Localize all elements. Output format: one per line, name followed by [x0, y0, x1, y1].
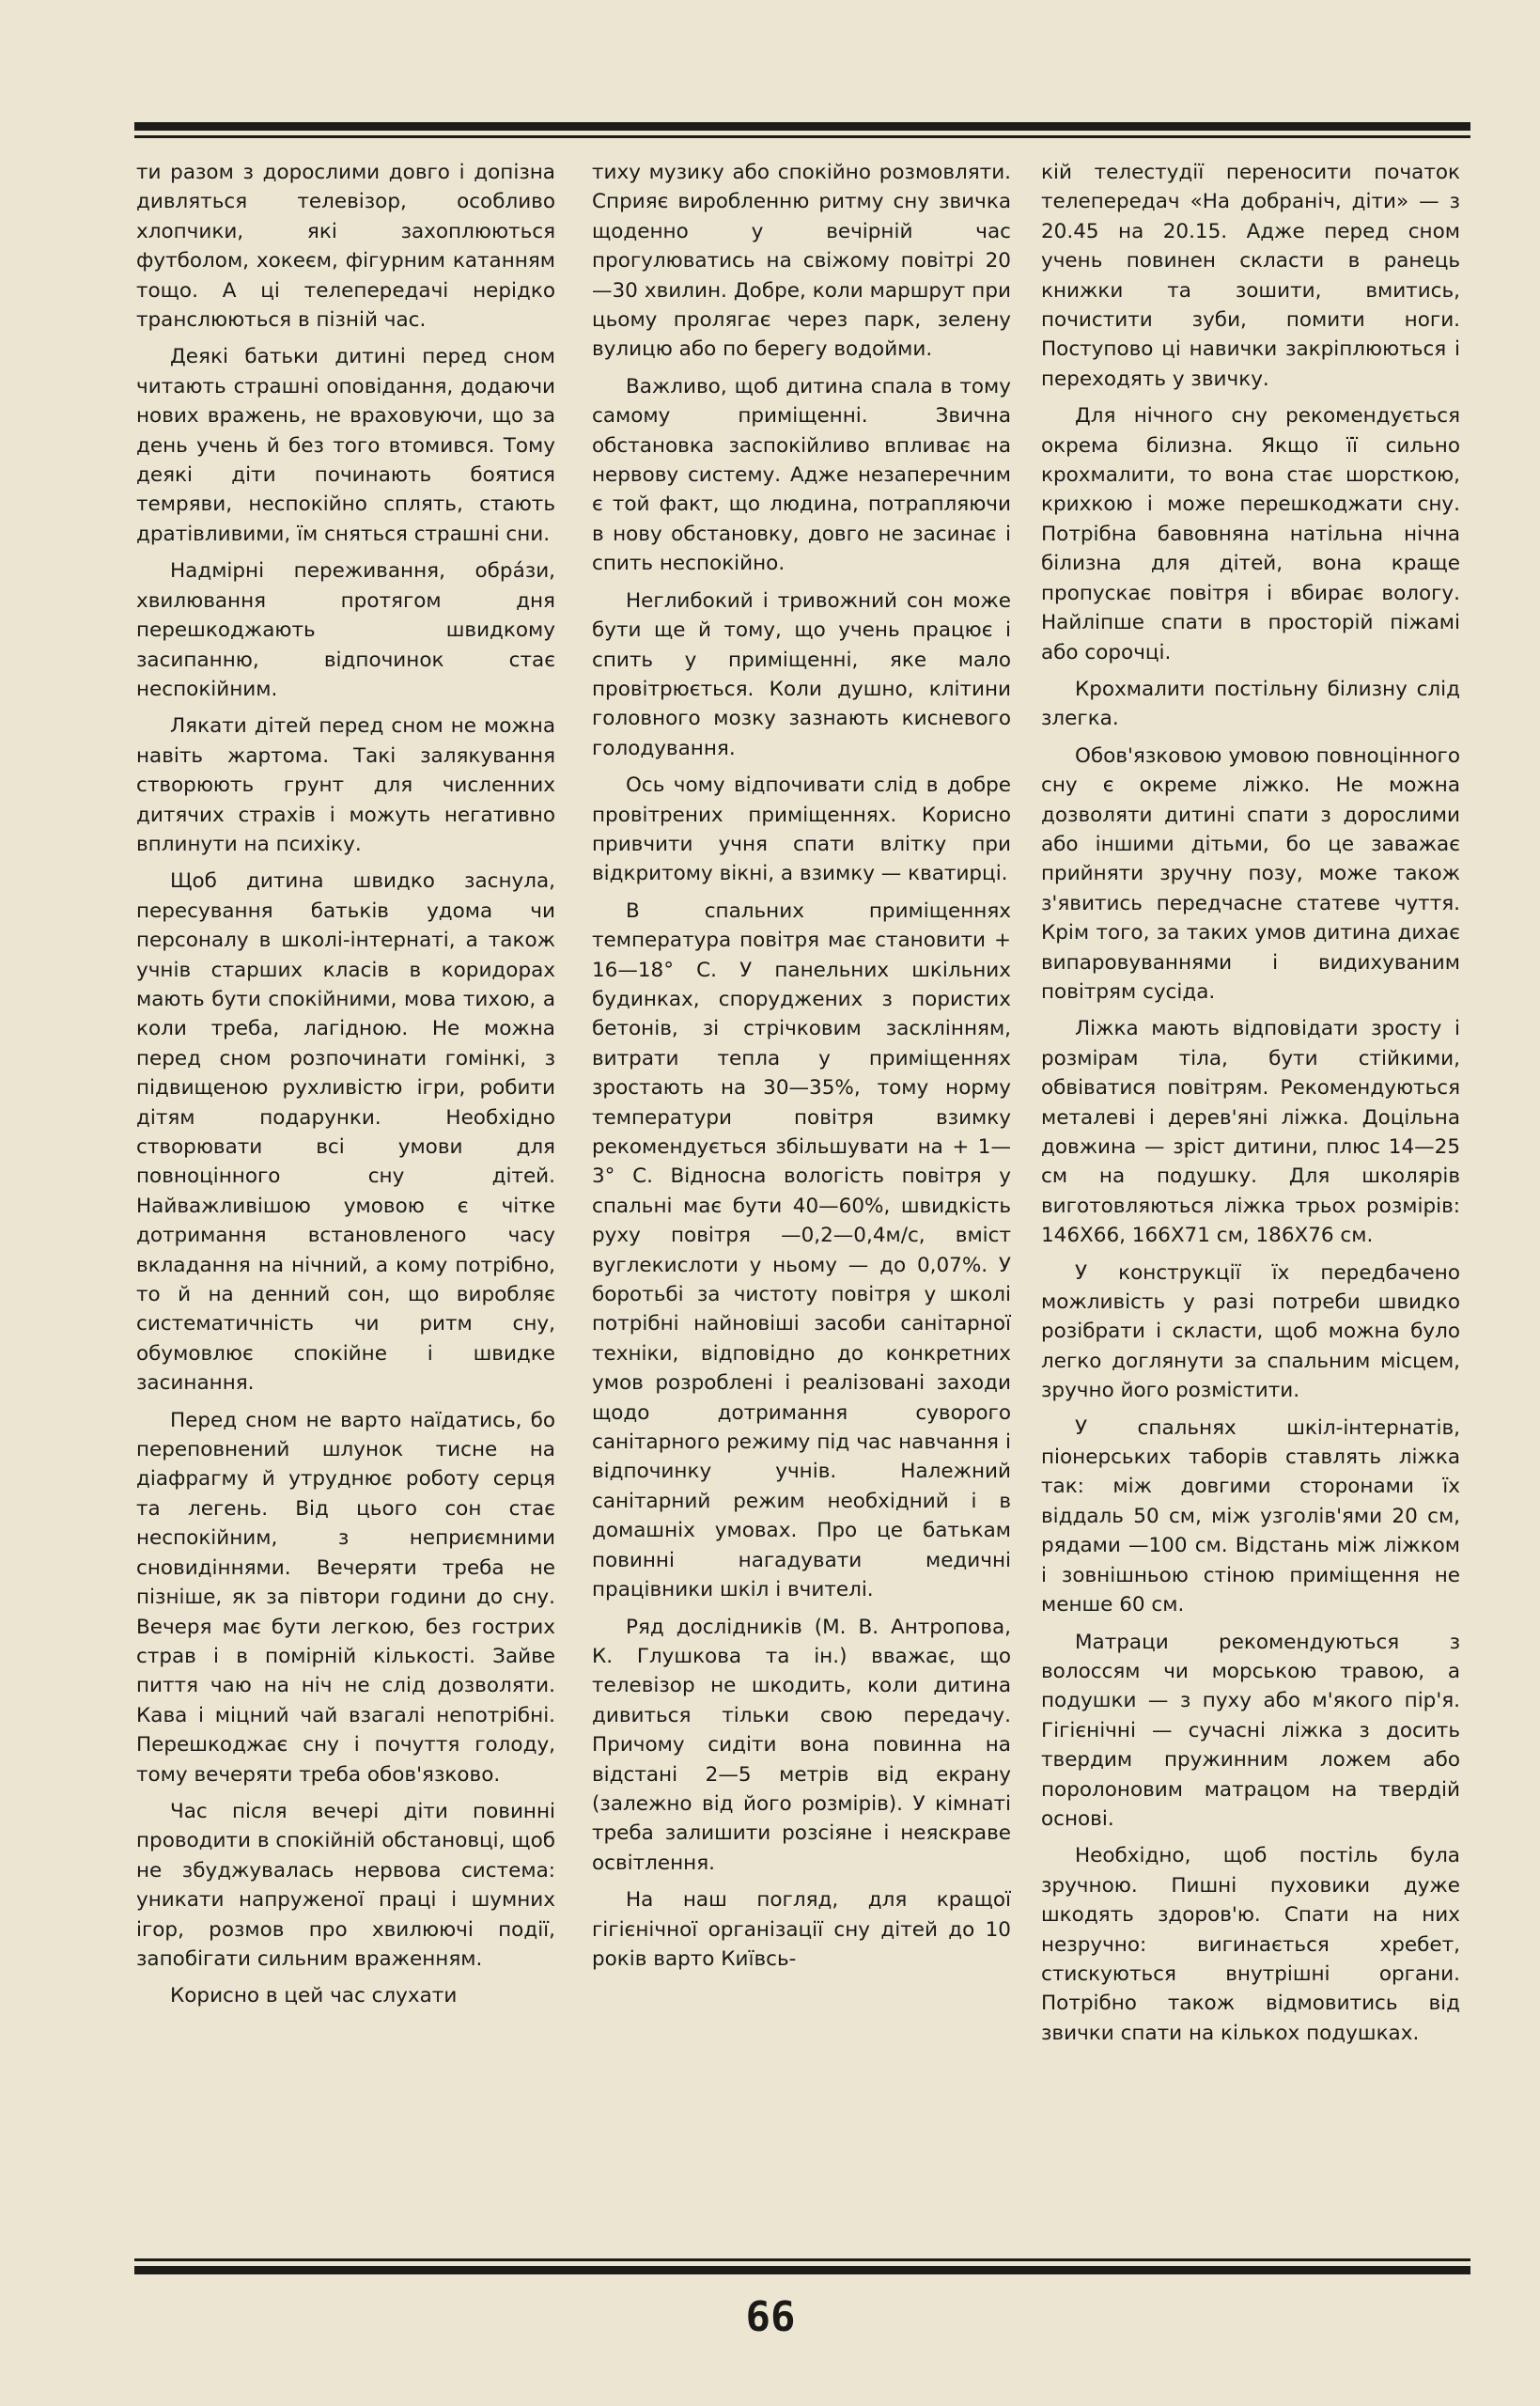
paragraph: Надмірні переживання, обрáзи, хвилювання протягом дня перешкоджають швидкому засипанню, відпочинок стає неспокійним. [136, 559, 555, 701]
paragraph: На наш погляд, для кращої гігієнічної організації сну дітей до 10 років варто Київсь- [592, 1888, 1011, 1971]
paragraph: Неглибокий і тривожний сон може бути ще й тому, що учень працює і спить у приміщенні, яке мало провітрюється. Коли душно, клітини головного мозку зазнають кисневого голодування. [592, 588, 1011, 760]
paragraph: Лякати дітей перед сном не можна навіть жартома. Такі залякування створюють грунт для численних дитячих страхів і можуть негативно вплинути на психіку. [136, 714, 555, 856]
paragraph: тиху музику або спокійно розмовляти. Сприяє виробленню ритму сну звичка щоденно у вечірній час прогулюватись на свіжому повітрі 20—30 хвилин. Добре, коли маршрут при цьому пролягає через парк, зелену вулицю або по берегу водойми. [592, 161, 1011, 362]
paragraph: Для нічного сну рекомендується окрема білизна. Якщо її сильно крохмалити, то вона стає шорсткою, крихкою і може перешкоджати сну. Потрібна бавовняна натільна нічна білизна для дітей, вона краще пропускає повітря і вбирає вологу. Найліпше спати в просторій піжамі або сорочці. [1041, 404, 1460, 664]
text-column-1 [136, 158, 555, 2249]
paragraph: Перед сном не варто наїдатись, бо переповнений шлунок тисне на діафрагму й утруднює роботу серця та легень. Від цього сон стає неспокійним, з неприємними сновидіннями. Вечеряти треба не пізніше, як за півтори години до сну. Вечеря має бути легкою, без гострих страв і в помірній кількості. Зайве пиття чаю на ніч не слід дозволяти. Кава і міцний чай взагалі непотрібні. Перешкоджає сну і почуття голоду, тому вечеряти треба обов'язково. [136, 1408, 555, 1787]
paragraph: Обов'язковою умовою повноцінного сну є окреме ліжко. Не можна дозволяти дитині спати з дорослими або іншими дітьми, бо це заважає прийняти зручну позу, може також з'явитись передчасне статеве чуття. Крім того, за таких умов дитина дихає випаровуваннями і видихуваним повітрям сусіда. [1041, 743, 1460, 1004]
top-thin-line [134, 135, 1470, 138]
paragraph: Необхідно, щоб постіль була зручною. Пишні пуховики дуже шкодять здоров'ю. Спати на них незручно: вигинається хребет, стискуються внутрішні органи. Потрібно також відмовитись від звички спати на кількох подушках. [1041, 1844, 1460, 2045]
paragraph: Ліжка мають відповідати зросту і розмірам тіла, бути стійкими, обвіватися повітрям. Рекомендуються металеві і дерев'яні ліжка. Доцільна довжина — зріст дитини, плюс 14—25 см на подушку. Для школярів виготовляються ліжка трьох розмірів: 146X66, 166X71 см, 186X76 см. [1041, 1017, 1460, 1248]
top-thick-line [134, 122, 1470, 131]
paragraph: Крохмалити постільну білизну слід злегка. [1041, 677, 1460, 731]
page-number: 66 [745, 2293, 796, 2341]
bottom-double-rule [134, 2258, 1470, 2279]
paragraph: Ряд дослідників (М. В. Антропова, К. Глушкова та ін.) вважає, що телевізор не шкодить, коли дитина дивиться тільки свою передачу. Причому сидіти вона повинна на відстані 2—5 метрів від екрану (залежно від його розмірів). У кімнаті треба залишити розсіяне і неяскраве освітлення. [592, 1615, 1011, 1875]
paragraph: Ось чому відпочивати слід в добре провітрених приміщеннях. Корисно привчити учня спати влітку при відкритому вікні, а взимку — кватирці. [592, 773, 1011, 886]
paragraph: У конструкції їх передбачено можливість у разі потреби швидко розібрати і скласти, щоб можна було легко доглянути за спальним місцем, зручно його розмістити. [1041, 1260, 1460, 1403]
top-double-rule [134, 122, 1470, 143]
paragraph: Час після вечері діти повинні проводити в спокійній обстановці, щоб не збуджувалась нервова система: уникати напруженої праці і шумних ігор, розмов про хвилюючі події, запобігати сильним враженням. [136, 1799, 555, 1971]
paragraph: В спальних приміщеннях температура повітря має становити + 16—18° С. У панельних шкільних будинках, споруджених з пористих бетонів, зі стрічковим засклінням, витрати тепла у приміщеннях зростають на 30—35%, тому норму температури повітря взимку рекомендується збільшувати на + 1—3° С. Відносна вологість повітря у спальні має бути 40—60%, швидкість руху повітря —0,2—0,4м/с, вміст вуглекислоти у ньому — до 0,07%. У боротьбі за чистоту повітря у школі потрібні найновіші засоби санітарної техніки, відповідно до конкретних умов розроблені і реалізовані заходи щодо дотримання суворого санітарного режиму під час навчання і відпочинку учнів. Належний санітарний режим необхідний і в домашніх умовах. Про це батькам повинні нагадувати медичні працівники шкіл і вчителі. [592, 898, 1011, 1602]
paragraph: Матраци рекомендуються з волоссям чи морською травою, а подушки — з пуху або м'якого пір'я. Гігієнічні — сучасні ліжка з досить твердим пружинним ложем або поролоновим матрацом на твердій основі. [1041, 1630, 1460, 1831]
paragraph: Деякі батьки дитині перед сном читають страшні оповідання, додаючи нових вражень, не враховуючи, що за день учень й без того втомився. Тому деякі діти починають боятися темряви, неспокійно сплять, стають дратівливими, їм сняться страшні сни. [136, 345, 555, 546]
paragraph: кій телестудії переносити початок телепередач «На добраніч, діти» — з 20.45 на 20.15. Адже перед сном учень повинен скласти в ранець книжки та зошити, вмитись, почистити зуби, помити ноги. Поступово ці навички закріплюються і переходять у звичку. [1041, 161, 1460, 391]
text-column-2 [592, 158, 1011, 2249]
paragraph: Важливо, щоб дитина спала в тому самому приміщенні. Звична обстановка заспокійливо впливає на нервову систему. Адже незаперечним є той факт, що людина, потрапляючи в нову обстановку, довго не засинає і спить неспокійно. [592, 374, 1011, 576]
paragraph: Щоб дитина швидко заснула, пересування батьків удома чи персоналу в школі-інтернаті, а також учнів старших класів в коридорах мають бути спокійними, мова тихою, а коли треба, лагідною. Не можна перед сном розпочинати гомінкі, з підвищеною рухливістю ігри, робити дітям подарунки. Необхідно створювати всі умови для повноцінного сну дітей. Найважливішою умовою є чітке дотримання встановленого часу вкладання на нічний, а кому потрібно, то й на денний сон, що виробляє систематичність чи ритм сну, обумовлює спокійне і швидке засинання. [136, 869, 555, 1396]
paragraph: Корисно в цей час слухати [170, 1984, 458, 2008]
bottom-thick-line [134, 2266, 1470, 2274]
paragraph: ти разом з дорослими довго і допізна дивляться телевізор, особливо хлопчики, які захоплюються футболом, хокеєм, фігурним катанням тощо. А ці телепередачі нерідко транслюються в пізній час. [136, 161, 555, 333]
bottom-thin-line [134, 2258, 1470, 2261]
paragraph: У спальнях шкіл-інтернатів, піонерських таборів ставлять ліжка так: між довгими сторонами їх віддаль 50 см, між узголів'ями 20 см, рядами —100 см. Відстань між ліжком і зовнішньою стіною приміщення не менше 60 см. [1041, 1415, 1460, 1617]
text-column-3 [1041, 158, 1460, 2249]
